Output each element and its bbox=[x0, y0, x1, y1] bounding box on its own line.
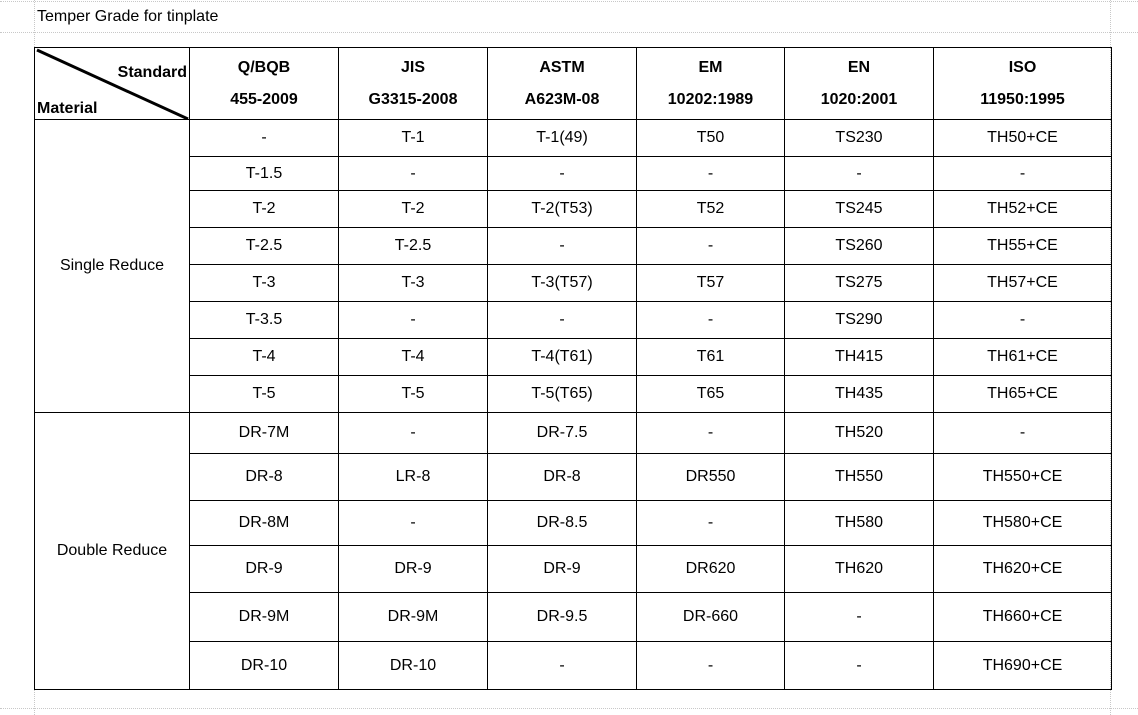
column-header: ISO 11950:1995 bbox=[934, 48, 1112, 120]
table-cell: T-2(T53) bbox=[488, 191, 637, 228]
table-cell: TH620+CE bbox=[934, 546, 1112, 593]
table-cell: DR-9 bbox=[339, 546, 488, 593]
table-cell: T-4 bbox=[190, 339, 339, 376]
table-cell: T65 bbox=[637, 376, 785, 413]
table-cell: - bbox=[190, 120, 339, 157]
table-cell: DR-7.5 bbox=[488, 413, 637, 454]
table-cell: TH435 bbox=[785, 376, 934, 413]
table-row bbox=[35, 120, 1112, 157]
table-cell: TH620 bbox=[785, 546, 934, 593]
table-cell: T-4(T61) bbox=[488, 339, 637, 376]
column-header: JIS G3315-2008 bbox=[339, 48, 488, 120]
table-cell: TH580+CE bbox=[934, 501, 1112, 546]
table-cell: T-1(49) bbox=[488, 120, 637, 157]
table-cell: DR550 bbox=[637, 454, 785, 501]
table-cell: T-1 bbox=[339, 120, 488, 157]
table-row bbox=[35, 593, 1112, 642]
table-row bbox=[35, 454, 1112, 501]
column-header: Q/BQB 455-2009 bbox=[190, 48, 339, 120]
table-cell: TH415 bbox=[785, 339, 934, 376]
table-cell: T-3(T57) bbox=[488, 265, 637, 302]
table-cell: TH690+CE bbox=[934, 642, 1112, 690]
table-row bbox=[35, 302, 1112, 339]
table-cell: T-2.5 bbox=[190, 228, 339, 265]
table-cell: LR-8 bbox=[339, 454, 488, 501]
table-cell: DR-660 bbox=[637, 593, 785, 642]
table-cell: T50 bbox=[637, 120, 785, 157]
table-cell: T-4 bbox=[339, 339, 488, 376]
material-group-label: Double Reduce bbox=[35, 413, 190, 690]
table-cell: TH520 bbox=[785, 413, 934, 454]
table-cell: DR-10 bbox=[339, 642, 488, 690]
table-cell: TH57+CE bbox=[934, 265, 1112, 302]
table-row bbox=[35, 265, 1112, 302]
table-row bbox=[35, 339, 1112, 376]
table-cell: TH65+CE bbox=[934, 376, 1112, 413]
table-row bbox=[35, 546, 1112, 593]
column-header: EM 10202:1989 bbox=[637, 48, 785, 120]
page-guide-top bbox=[0, 1, 1138, 2]
table-cell: TH660+CE bbox=[934, 593, 1112, 642]
table-cell: TH550 bbox=[785, 454, 934, 501]
table-cell: - bbox=[934, 302, 1112, 339]
table-cell: TS275 bbox=[785, 265, 934, 302]
table-cell: TS245 bbox=[785, 191, 934, 228]
table-cell: T-3 bbox=[190, 265, 339, 302]
table-cell: TH52+CE bbox=[934, 191, 1112, 228]
table-cell: DR-8.5 bbox=[488, 501, 637, 546]
table-cell: T-2.5 bbox=[339, 228, 488, 265]
table-cell: - bbox=[637, 642, 785, 690]
table-cell: - bbox=[488, 642, 637, 690]
table-row bbox=[35, 413, 1112, 454]
table-cell: - bbox=[488, 157, 637, 191]
page-guide-bottom bbox=[0, 708, 1138, 709]
table-cell: - bbox=[339, 501, 488, 546]
table-cell: - bbox=[488, 228, 637, 265]
table-cell: DR-9 bbox=[488, 546, 637, 593]
temper-grade-table bbox=[34, 47, 1112, 690]
table-cell: TS290 bbox=[785, 302, 934, 339]
table-cell: TH580 bbox=[785, 501, 934, 546]
table-cell: - bbox=[637, 302, 785, 339]
table-cell: T52 bbox=[637, 191, 785, 228]
column-header: EN 1020:2001 bbox=[785, 48, 934, 120]
table-cell: - bbox=[488, 302, 637, 339]
table-cell: T-2 bbox=[190, 191, 339, 228]
header-row bbox=[35, 48, 1112, 120]
table-cell: - bbox=[339, 413, 488, 454]
table-row bbox=[35, 642, 1112, 690]
table-cell: - bbox=[637, 413, 785, 454]
table-cell: - bbox=[637, 501, 785, 546]
corner-material-label: Material bbox=[37, 100, 98, 117]
table-cell: DR-9.5 bbox=[488, 593, 637, 642]
table-cell: T61 bbox=[637, 339, 785, 376]
table-cell: - bbox=[934, 413, 1112, 454]
table-row bbox=[35, 191, 1112, 228]
table-cell: T-3 bbox=[339, 265, 488, 302]
table-cell: DR-10 bbox=[190, 642, 339, 690]
table-cell: - bbox=[934, 157, 1112, 191]
table-cell: DR-9M bbox=[339, 593, 488, 642]
table-cell: TH50+CE bbox=[934, 120, 1112, 157]
table-cell: - bbox=[785, 593, 934, 642]
table-row bbox=[35, 501, 1112, 546]
table-cell: T-5 bbox=[339, 376, 488, 413]
table-cell: TH55+CE bbox=[934, 228, 1112, 265]
table-row bbox=[35, 157, 1112, 191]
corner-header-cell bbox=[35, 48, 190, 120]
table-row bbox=[35, 228, 1112, 265]
corner-standard-label: Standard bbox=[117, 64, 187, 81]
document-title: Temper Grade for tinplate bbox=[37, 8, 219, 25]
table-body bbox=[35, 120, 1112, 690]
table-cell: DR-9M bbox=[190, 593, 339, 642]
table-cell: TH550+CE bbox=[934, 454, 1112, 501]
table-cell: DR620 bbox=[637, 546, 785, 593]
column-header: ASTM A623M-08 bbox=[488, 48, 637, 120]
table-cell: - bbox=[339, 302, 488, 339]
table-cell: T-3.5 bbox=[190, 302, 339, 339]
table-cell: TH61+CE bbox=[934, 339, 1112, 376]
table-cell: T57 bbox=[637, 265, 785, 302]
table-cell: TS260 bbox=[785, 228, 934, 265]
table-cell: T-5(T65) bbox=[488, 376, 637, 413]
table-cell: TS230 bbox=[785, 120, 934, 157]
table-cell: T-5 bbox=[190, 376, 339, 413]
table-cell: T-1.5 bbox=[190, 157, 339, 191]
table-cell: - bbox=[637, 157, 785, 191]
table-cell: - bbox=[785, 157, 934, 191]
table-cell: T-2 bbox=[339, 191, 488, 228]
table-cell: DR-8 bbox=[190, 454, 339, 501]
table-cell: DR-7M bbox=[190, 413, 339, 454]
table-row bbox=[35, 376, 1112, 413]
page-guide-title bbox=[0, 32, 1138, 33]
material-group-label: Single Reduce bbox=[35, 120, 190, 413]
table-cell: DR-8M bbox=[190, 501, 339, 546]
table-cell: DR-9 bbox=[190, 546, 339, 593]
table-cell: - bbox=[339, 157, 488, 191]
table-cell: DR-8 bbox=[488, 454, 637, 501]
table-cell: - bbox=[785, 642, 934, 690]
table-cell: - bbox=[637, 228, 785, 265]
